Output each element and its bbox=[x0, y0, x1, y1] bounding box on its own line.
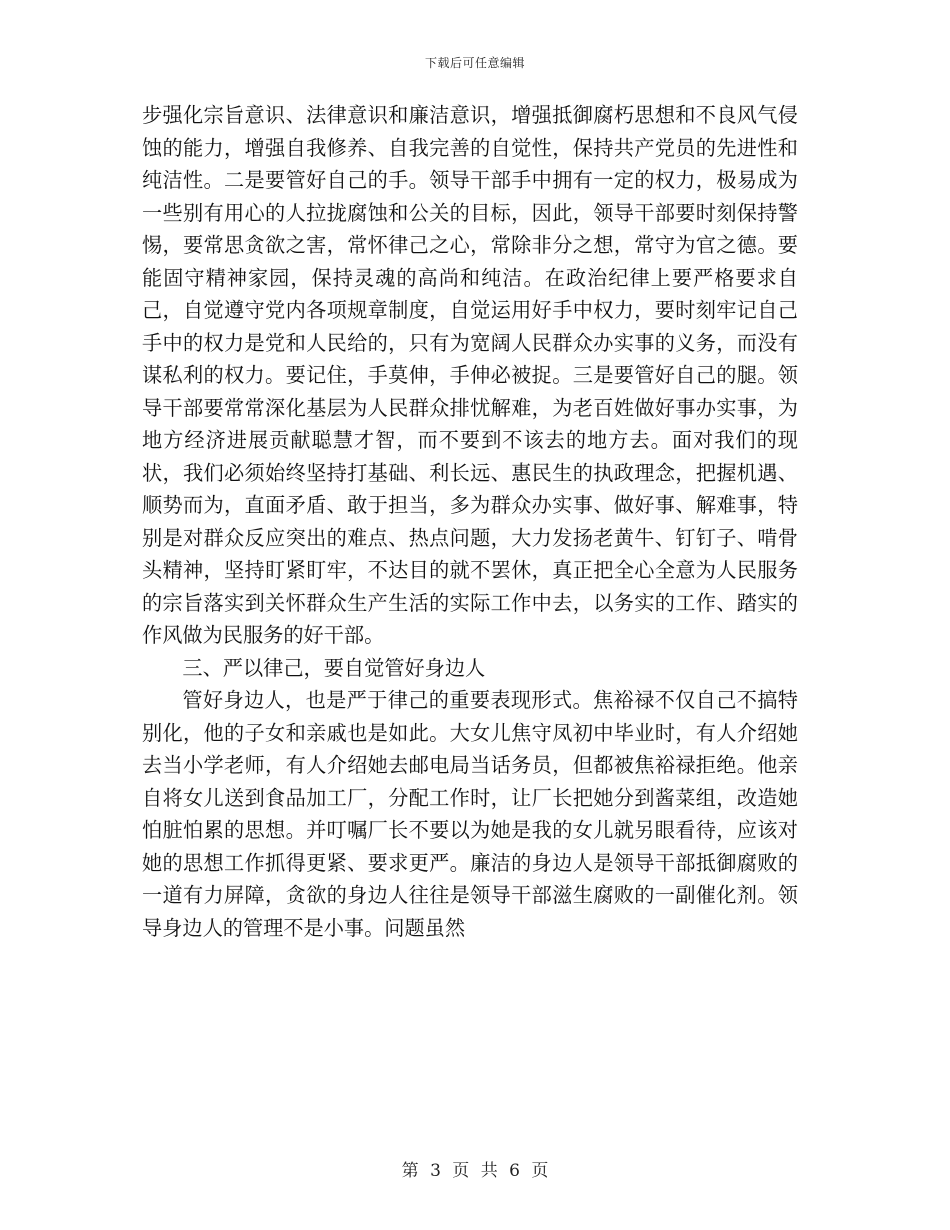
page-header: 下载后可任意编辑 bbox=[424, 56, 525, 70]
page-number: 第 3 页 共 6 页 bbox=[401, 1161, 549, 1181]
paragraph-continued: 步强化宗旨意识、法律意识和廉洁意识，增强抵御腐朽思想和不良风气侵蚀的能力，增强自我修养、自我完善的自觉性，保持共产党员的先进性和纯洁性。二是要管好自己的手。领导干部手中拥有一定的权力，极易成为一些别有用心的人拉拢腐蚀和公关的目标，因此，领导干部要时刻保持警惕，要常思贪欲之害，常怀律己之心，常除非分之想，常守为官之德。要能固守精神家园，保持灵魂的高尚和纯洁。在政治纪律上要严格要求自己，自觉遵守党内各项规章制度，自觉运用好手中权力，要时刻牢记自己手中的权力是党和人民给的，只有为宽阔人民群众办实事的义务，而没有谋私利的权力。要记住，手莫伸，手伸必被捉。三是要管好自己的腿。领导干部要常常深化基层为人民群众排忧解难，为老百姓做好事办实事，为地方经济进展贡献聪慧才智，而不要到不该去的地方去。面对我们的现状，我们必须始终坚持打基础、利长远、惠民生的执政理念，把握机遇、顺势而为，直面矛盾、敢于担当，多为群众办实事、做好事、解难事，特别是对群众反应突出的难点、热点问题，大力发扬老黄牛、钉钉子、啃骨头精神，坚持盯紧盯牢，不达目的就不罢休，真正把全心全意为人民服务的宗旨落实到关怀群众生产生活的实际工作中去，以务实的工作、踏实的作风做为民服务的好干部。 bbox=[142, 103, 798, 647]
section-heading: 三、严以律己，要自觉管好身边人 bbox=[182, 655, 486, 680]
paragraph: 管好身边人，也是严于律己的重要表现形式。焦裕禄不仅自己不搞特别化，他的子女和亲戚也是如此。大女儿焦守凤初中毕业时，有人介绍她去当小学老师，有人介绍她去邮电局当话务员，但都被焦裕禄拒绝。他亲自将女儿送到食品加工厂，分配工作时，让厂长把她分到酱菜组，改造她怕脏怕累的思想。并叮嘱厂长不要以为她是我的女儿就另眼看待，应该对她的思想工作抓得更紧、要求更严。廉洁的身边人是领导干部抵御腐败的一道有力屏障，贪欲的身边人往往是领导干部滋生腐败的一副催化剂。领导身边人的管理不是小事。问题虽然 bbox=[142, 688, 798, 940]
document-body bbox=[142, 99, 798, 944]
